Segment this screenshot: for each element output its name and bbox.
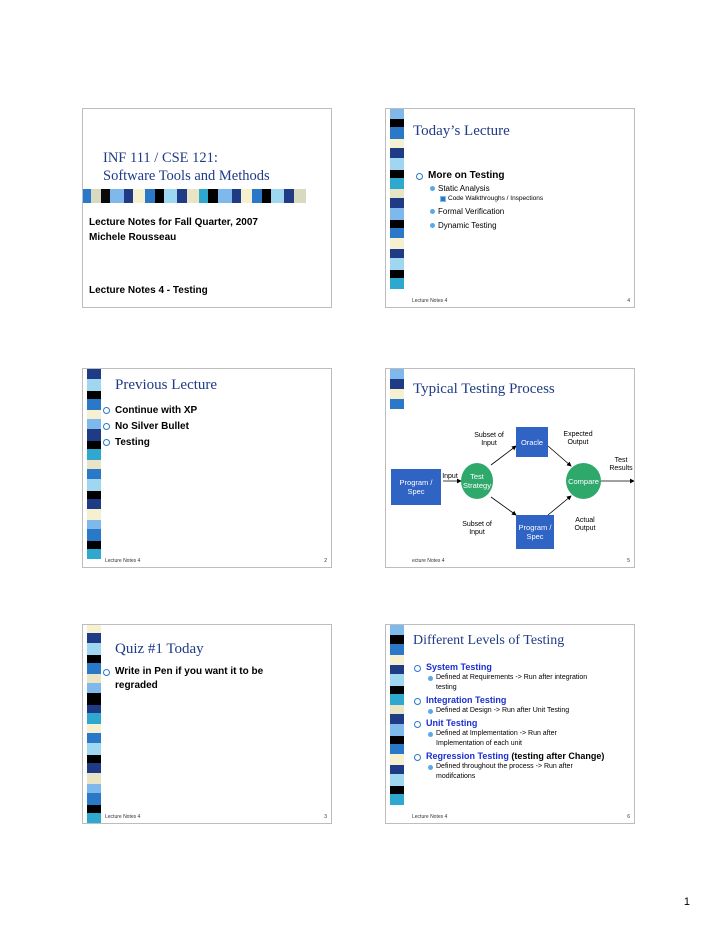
- sub-bullet-item: Defined at Implementation -> Run after Implementation of each unit: [426, 729, 632, 749]
- sub-bullet-item: Defined at Requirements -> Run after integration testing: [426, 673, 632, 693]
- bullet-item: System Testing Defined at Requirements -> Run after integration testing: [414, 661, 632, 693]
- compare-circle: Compare: [566, 463, 601, 499]
- slide-6: [385, 624, 635, 824]
- bullet-item: Continue with XP: [103, 403, 323, 419]
- bullet-list: [103, 403, 323, 451]
- slide-3: [82, 368, 332, 568]
- decorative-strip: [83, 625, 107, 823]
- decorative-strip: [83, 189, 331, 203]
- decorative-strip: [386, 109, 410, 307]
- sub-bullet-item: Formal Verification: [428, 206, 631, 217]
- bullet-item: Testing: [103, 435, 323, 451]
- slide-title: Previous Lecture: [115, 377, 218, 393]
- course-title: INF 111 / CSE 121: Software Tools and Methods: [103, 150, 270, 184]
- bullet-list: [416, 169, 631, 231]
- bullet-list: [103, 665, 323, 693]
- slide-footer: Lecture Notes 4: [105, 814, 141, 820]
- slide-5: [82, 624, 332, 824]
- slide-title: Different Levels of Testing: [413, 633, 565, 648]
- sub-bullet-item: Defined throughout the process -> Run after modifcations: [426, 762, 632, 782]
- slide-footer: ecture Notes 4: [412, 558, 445, 564]
- sub-bullet-item: Defined at Design -> Run after Unit Testing: [426, 706, 632, 716]
- page-number: 1: [683, 896, 690, 908]
- sub-bullet-item: Dynamic Testing: [428, 220, 631, 231]
- bullet-item: Unit Testing Defined at Implementation -> Run after Implementation of each unit: [414, 717, 632, 749]
- slide-1: [82, 108, 332, 308]
- bullet-item: Regression Testing (testing after Change) Defined throughout the process -> Run after modifcations: [414, 750, 632, 782]
- program-spec-box: Program / Spec: [391, 469, 441, 505]
- decorative-strip: [386, 625, 410, 823]
- bullet-list: [414, 661, 632, 782]
- slide-number: 4: [627, 298, 630, 304]
- lecture-topic: Lecture Notes 4 - Testing: [89, 285, 208, 296]
- slide-footer: Lecture Notes 4: [412, 298, 448, 304]
- input-label: Input: [442, 473, 458, 480]
- slide-2: [385, 108, 635, 308]
- bullet-item: More on Testing Static Analysis Code Walkthroughs / Inspections Formal Verification Dynamic Testing: [416, 169, 631, 231]
- slide-title: Quiz #1 Today: [115, 641, 204, 657]
- slide-number: 2: [324, 558, 327, 564]
- bullet-item: No Silver Bullet: [103, 419, 323, 435]
- sub-sub-bullet-item: Code Walkthroughs / Inspections: [438, 194, 631, 203]
- slide-number: 6: [627, 814, 630, 820]
- slide-footer: Lecture Notes 4: [105, 558, 141, 564]
- decorative-strip: [83, 369, 107, 567]
- program-spec-box: Program / Spec: [516, 515, 554, 549]
- slide-4: [385, 368, 635, 568]
- lecture-info: Lecture Notes for Fall Quarter, 2007 Michele Rousseau: [89, 217, 258, 243]
- oracle-box: Oracle: [516, 427, 548, 457]
- slide-title: Today’s Lecture: [413, 123, 510, 139]
- subset-input-label: Subset of Input: [462, 521, 492, 536]
- test-strategy-circle: Test Strategy: [461, 463, 493, 499]
- slide-number: 5: [627, 558, 630, 564]
- actual-output-label: Actual Output: [574, 517, 596, 532]
- bullet-item: Write in Pen if you want it to be regraded: [103, 665, 323, 693]
- bullet-item: Integration Testing Defined at Design -> Run after Unit Testing: [414, 694, 632, 716]
- slide-title: Typical Testing Process: [413, 381, 555, 397]
- test-results-label: Test Results: [609, 457, 633, 472]
- subset-input-label: Subset of Input: [474, 432, 504, 447]
- slide-number: 3: [324, 814, 327, 820]
- sub-bullet-item: Static Analysis Code Walkthroughs / Inspections: [428, 183, 631, 203]
- expected-output-label: Expected Output: [563, 431, 593, 446]
- slide-footer: Lecture Notes 4: [412, 814, 448, 820]
